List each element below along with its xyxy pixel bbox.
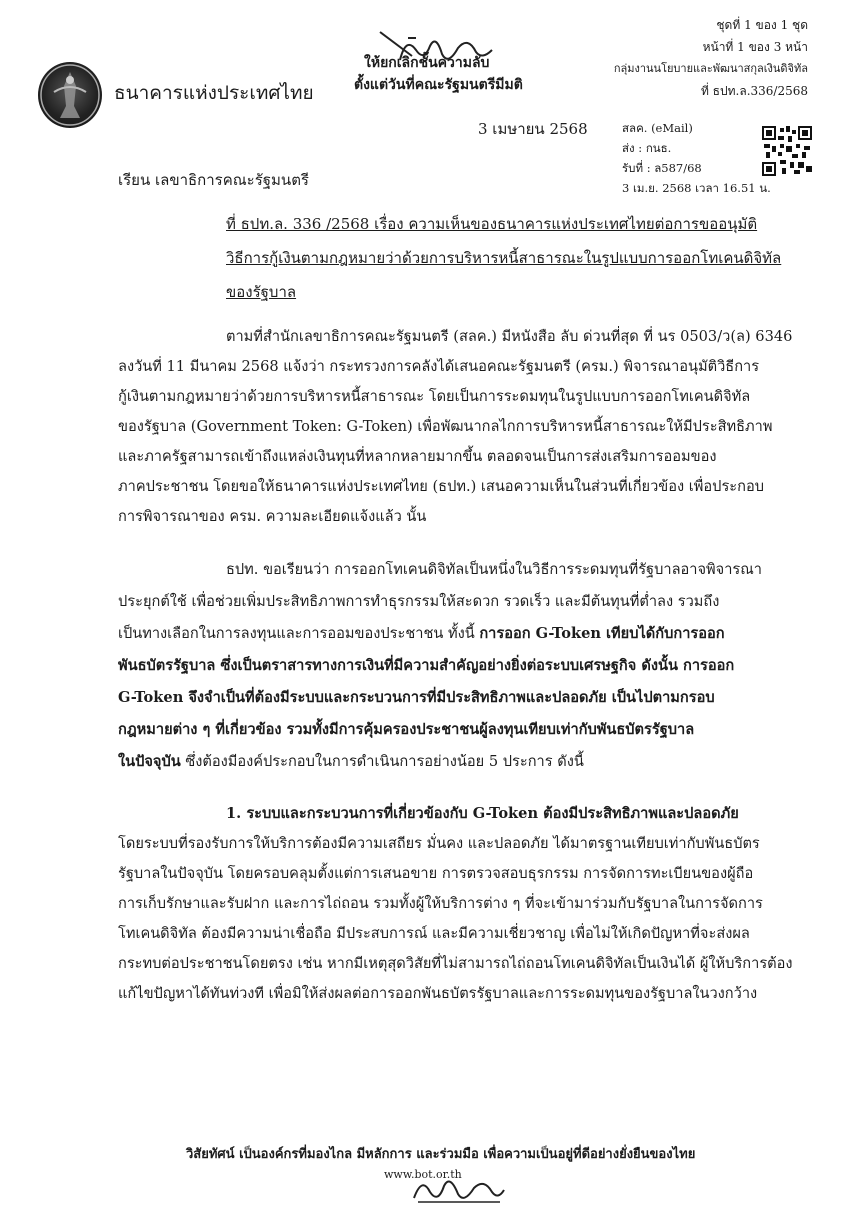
receipt-line-2: ส่ง : กนธ. xyxy=(622,141,672,155)
para2-line-3-plain: เป็นทางเลือกในการลงทุนและการออมของประชาชน ทั้งนี้ xyxy=(118,625,480,642)
footer-website: www.bot.or.th xyxy=(384,1168,462,1181)
para2-line-1: ธปท. ขอเรียนว่า การออกโทเคนดิจิทัลเป็นหนึ่งในวิธีการระดมทุนที่รัฐบาลอาจพิจารณา xyxy=(226,561,762,578)
para2-line-5: G-Token จึงจำเป็นที่ต้องมีระบบและกระบวนการที่มีประสิทธิภาพและปลอดภัย เป็นไปตามกรอบ xyxy=(118,689,715,706)
reference-number: ที่ ธปท.ล.336/2568 xyxy=(700,84,808,98)
para1-line-1: ตามที่สำนักเลขาธิการคณะรัฐมนตรี (สลค.) มีหนังสือ ลับ ด่วนที่สุด ที่ นร 0503/ว(ล) 6346 xyxy=(226,328,793,345)
declassify-stamp xyxy=(354,52,523,96)
department: กลุ่มงานนโยบายและพัฒนาสกุลเงินดิจิทัล xyxy=(613,62,808,75)
bank-name: ธนาคารแห่งประเทศไทย xyxy=(114,82,314,104)
para3-line-1: โดยระบบที่รองรับการให้บริการต้องมีความเสถียร มั่นคง และปลอดภัย ได้มาตรฐานเทียบเท่ากับพันธบัตร xyxy=(118,835,760,852)
para1-line-7: การพิจารณาของ ครม. ความละเอียดแจ้งแล้ว นั้น xyxy=(118,508,427,525)
para2-line-3 xyxy=(118,622,725,645)
para1-line-4: ของรัฐบาล (Government Token: G-Token) เพื่อพัฒนากลไกการบริหารหนี้สาธารณะให้มีประสิทธิภาพ xyxy=(118,418,773,435)
para3-line-5: กระทบต่อประชาชนโดยตรง เช่น หากมีเหตุสุดวิสัยที่ไม่สามารถไถ่ถอนโทเคนดิจิทัลเป็นเงินได้ ผู้ให้บริการต้อง xyxy=(118,955,793,972)
para1-line-3: กู้เงินตามกฎหมายว่าด้วยการบริหารหนี้สาธารณะ โดยเป็นการระดมทุนในรูปแบบการออกโทเคนดิจิทัล xyxy=(118,388,751,405)
para2-line-4: พันธบัตรรัฐบาล ซึ่งเป็นตราสารทางการเงินที่มีความสำคัญอย่างยิ่งต่อระบบเศรษฐกิจ ดังนั้น การออก xyxy=(118,657,735,674)
subject-line-2: วิธีการกู้เงินตามกฎหมายว่าด้วยการบริหารหนี้สาธารณะในรูปแบบการออกโทเคนดิจิทัล xyxy=(226,249,782,267)
para3-line-6: แก้ไขปัญหาได้ทันท่วงที เพื่อมิให้ส่งผลต่อการออกพันธบัตรรัฐบาลและการระดมทุนของรัฐบาลในวงกว้าง xyxy=(118,985,758,1002)
document-meta xyxy=(614,14,808,102)
para2-line-3-bold: การออก G-Token เทียบได้กับการออก xyxy=(479,625,725,642)
bot-seal-icon xyxy=(38,62,102,128)
subject-line-3: ของรัฐบาล xyxy=(226,283,297,301)
receipt-line-4: 3 เม.ย. 2568 เวลา 16.51 น. xyxy=(622,181,771,195)
page-info: หน้าที่ 1 ของ 3 หน้า xyxy=(702,40,808,54)
para2-line-7-bold: ในปัจจุบัน xyxy=(118,753,181,770)
stamp-line-2: ตั้งแต่วันที่คณะรัฐมนตรีมีมติ xyxy=(354,77,523,93)
subject-line-1: ที่ ธปท.ล. 336 /2568 เรื่อง ความเห็นของธนาคารแห่งประเทศไทยต่อการขออนุมัติ xyxy=(226,215,758,233)
para1-line-2: ลงวันที่ 11 มีนาคม 2568 แจ้งว่า กระทรวงการคลังได้เสนอคณะรัฐมนตรี (ครม.) พิจารณาอนุมัติวิธีการ xyxy=(118,358,760,375)
para3-line-3: การเก็บรักษาและรับฝาก และการไถ่ถอน รวมทั้งผู้ให้บริการต่าง ๆ ที่จะเข้ามาร่วมกับรัฐบาลในการจัดการ xyxy=(118,895,763,912)
para3-line-2: รัฐบาลในปัจจุบัน โดยครอบคลุมตั้งแต่การเสนอขาย การตรวจสอบธุรกรรม การจัดการทะเบียนของผู้ถือ xyxy=(118,865,754,882)
para2-line-7-plain: ซึ่งต้องมีองค์ประกอบในการดำเนินการอย่างน้อย 5 ประการ ดังนี้ xyxy=(180,753,584,770)
addressee: เรียน เลขาธิการคณะรัฐมนตรี xyxy=(118,171,309,189)
signature-icon xyxy=(408,1170,508,1206)
para3-line-4: โทเคนดิจิทัล ต้องมีความน่าเชื่อถือ มีประสบการณ์ และมีความเชี่ยวชาญ เพื่อไม่ให้เกิดปัญหาที่จะส่งผล xyxy=(118,925,750,942)
receipt-stamp xyxy=(622,118,771,198)
copy-info: ชุดที่ 1 ของ 1 ชุด xyxy=(716,18,808,32)
receipt-line-1: สลค. (eMail) xyxy=(622,121,693,135)
qr-code-icon xyxy=(762,126,812,176)
receipt-line-3: รับที่ : ล587/68 xyxy=(622,161,702,175)
footer-vision: วิสัยทัศน์ เป็นองค์กรที่มองไกล มีหลักการ และร่วมมือ เพื่อความเป็นอยู่ที่ดีอย่างยั่งยืนของไทย xyxy=(186,1147,696,1162)
para3-heading: 1. ระบบและกระบวนการที่เกี่ยวข้องกับ G-Token ต้องมีประสิทธิภาพและปลอดภัย xyxy=(226,805,739,822)
para2-line-7 xyxy=(118,750,584,773)
para1-line-5: และภาครัฐสามารถเข้าถึงแหล่งเงินทุนที่หลากหลายมากขึ้น ตลอดจนเป็นการส่งเสริมการออมของ xyxy=(118,448,717,465)
document-date: 3 เมษายน 2568 xyxy=(478,120,588,138)
para1-line-6: ภาคประชาชน โดยขอให้ธนาคารแห่งประเทศไทย (ธปท.) เสนอความเห็นในส่วนที่เกี่ยวข้อง เพื่อประกอบ xyxy=(118,478,764,495)
stamp-line-1: ให้ยกเลิกชั้นความลับ xyxy=(364,55,490,71)
para2-line-6: กฎหมายต่าง ๆ ที่เกี่ยวข้อง รวมทั้งมีการคุ้มครองประชาชนผู้ลงทุนเทียบเท่ากับพันธบัตรรัฐบาล xyxy=(118,721,695,738)
para2-line-2: ประยุกต์ใช้ เพื่อช่วยเพิ่มประสิทธิภาพการทำธุรกรรมให้สะดวก รวดเร็ว และมีต้นทุนที่ต่ำลง รวมถึง xyxy=(118,593,720,610)
